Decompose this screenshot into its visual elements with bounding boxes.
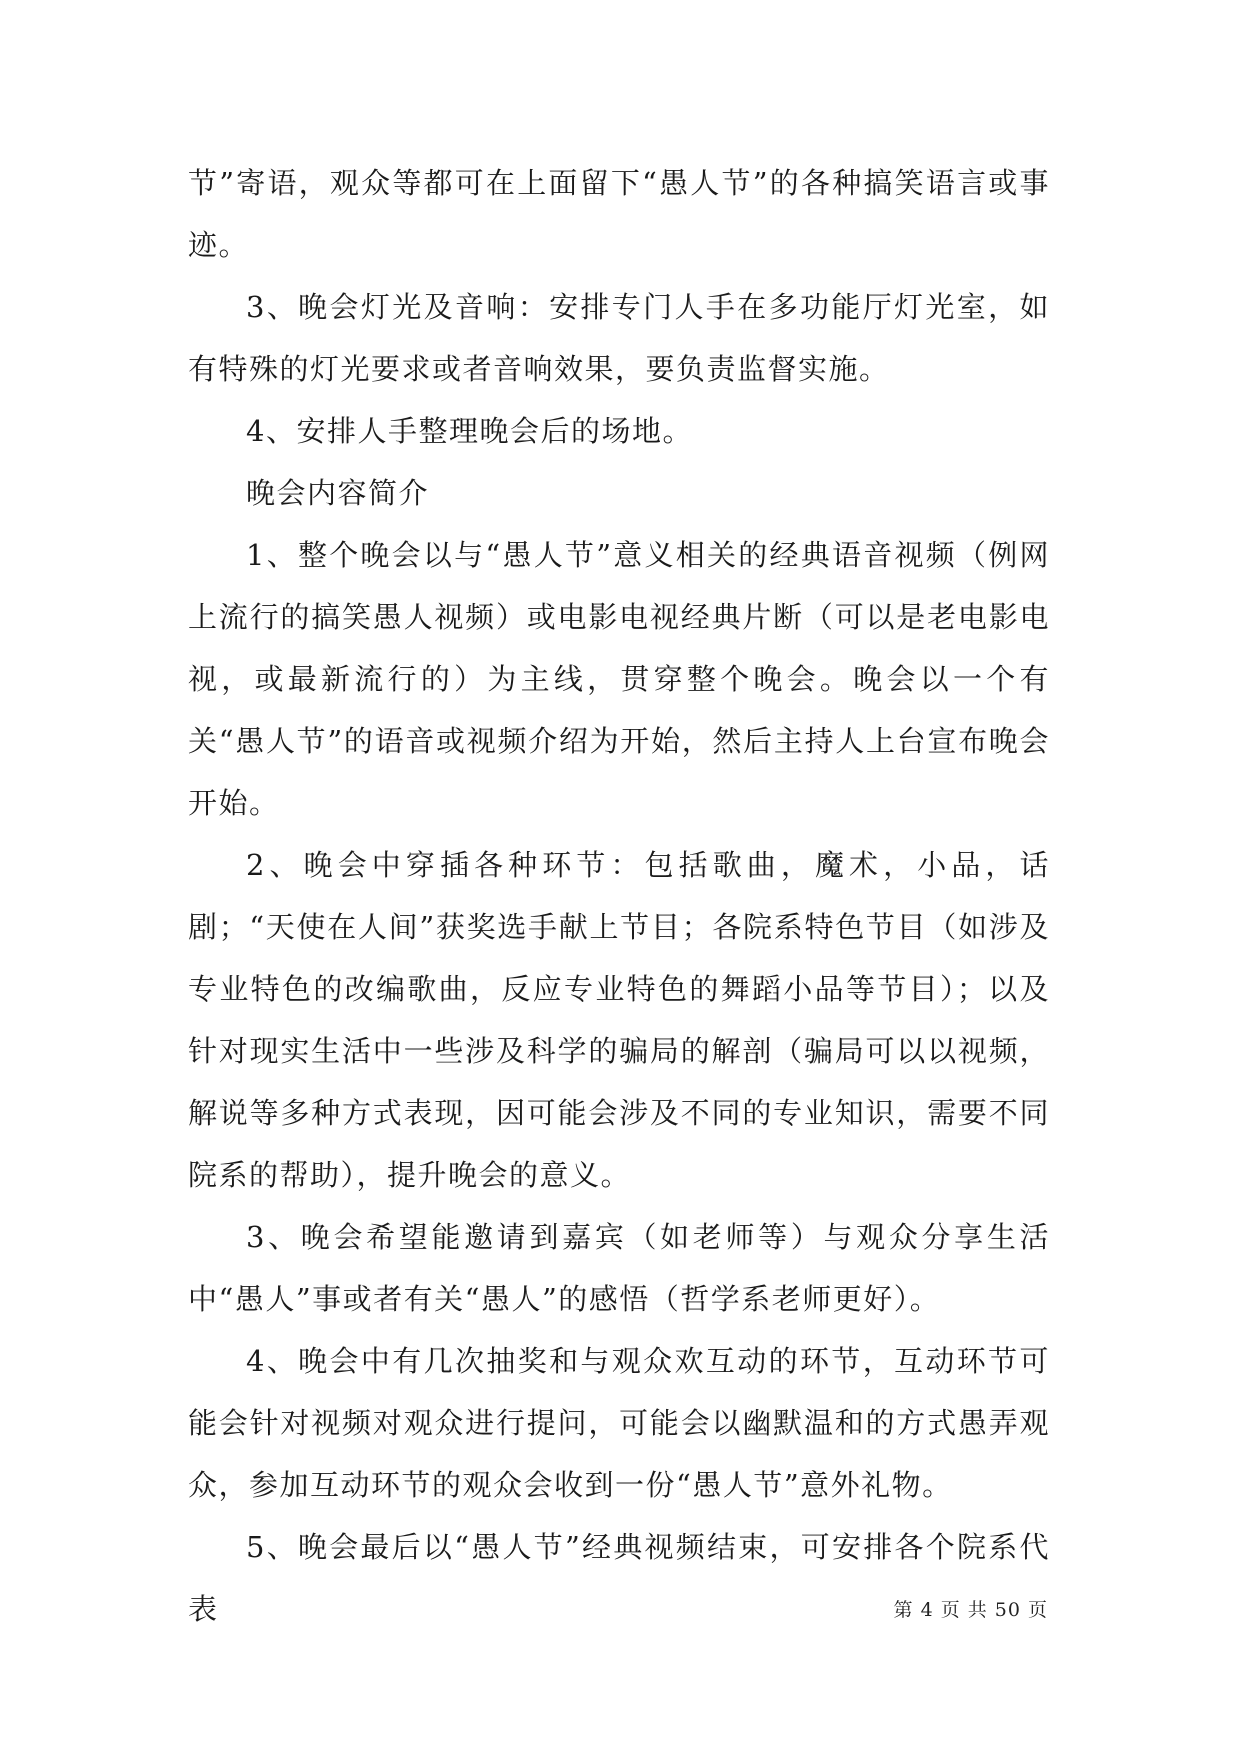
page-number-footer: 第 4 页 共 50 页: [893, 1599, 1048, 1621]
paragraph-6: 3、晚会希望能邀请到嘉宾（如老师等）与观众分享生活中“愚人”事或者有关“愚人”的感悟（哲学系老师更好）。: [188, 1220, 1050, 1316]
paragraph-3: 4、安排人手整理晚会后的场地。: [246, 414, 693, 448]
paragraph-5: 2、晚会中穿插各种环节：包括歌曲，魔术，小品，话剧；“天使在人间”获奖选手献上节目；各院系特色节目（如涉及专业特色的改编歌曲，反应专业特色的舞蹈小品等节目）；以及针对现实生活中一些涉及科学的骗局的解剖（骗局可以以视频，解说等多种方式表现，因可能会涉及不同的专业知识，需要不同院系的帮助），提升晚会的意义。: [188, 848, 1050, 1192]
paragraph-4: 1、整个晚会以与“愚人节”意义相关的经典语音视频（例网上流行的搞笑愚人视频）或电影电视经典片断（可以是老电影电视，或最新流行的）为主线，贯穿整个晚会。晚会以一个有关“愚人节”的语音或视频介绍为开始，然后主持人上台宣布晚会开始。: [188, 538, 1050, 820]
paragraph-1: 节”寄语，观众等都可在上面留下“愚人节”的各种搞笑语言或事迹。: [188, 166, 1050, 262]
document-body: [188, 152, 1050, 1640]
paragraph-8: 5、晚会最后以“愚人节”经典视频结束，可安排各个院系代表: [188, 1530, 1050, 1626]
paragraph-7: 4、晚会中有几次抽奖和与观众欢互动的环节，互动环节可能会针对视频对观众进行提问，可能会以幽默温和的方式愚弄观众，参加互动环节的观众会收到一份“愚人节”意外礼物。: [188, 1344, 1050, 1502]
paragraph-2: 3、晚会灯光及音响：安排专门人手在多功能厅灯光室，如有特殊的灯光要求或者音响效果，要负责监督实施。: [188, 290, 1050, 386]
section-heading: 晚会内容简介: [246, 476, 430, 510]
